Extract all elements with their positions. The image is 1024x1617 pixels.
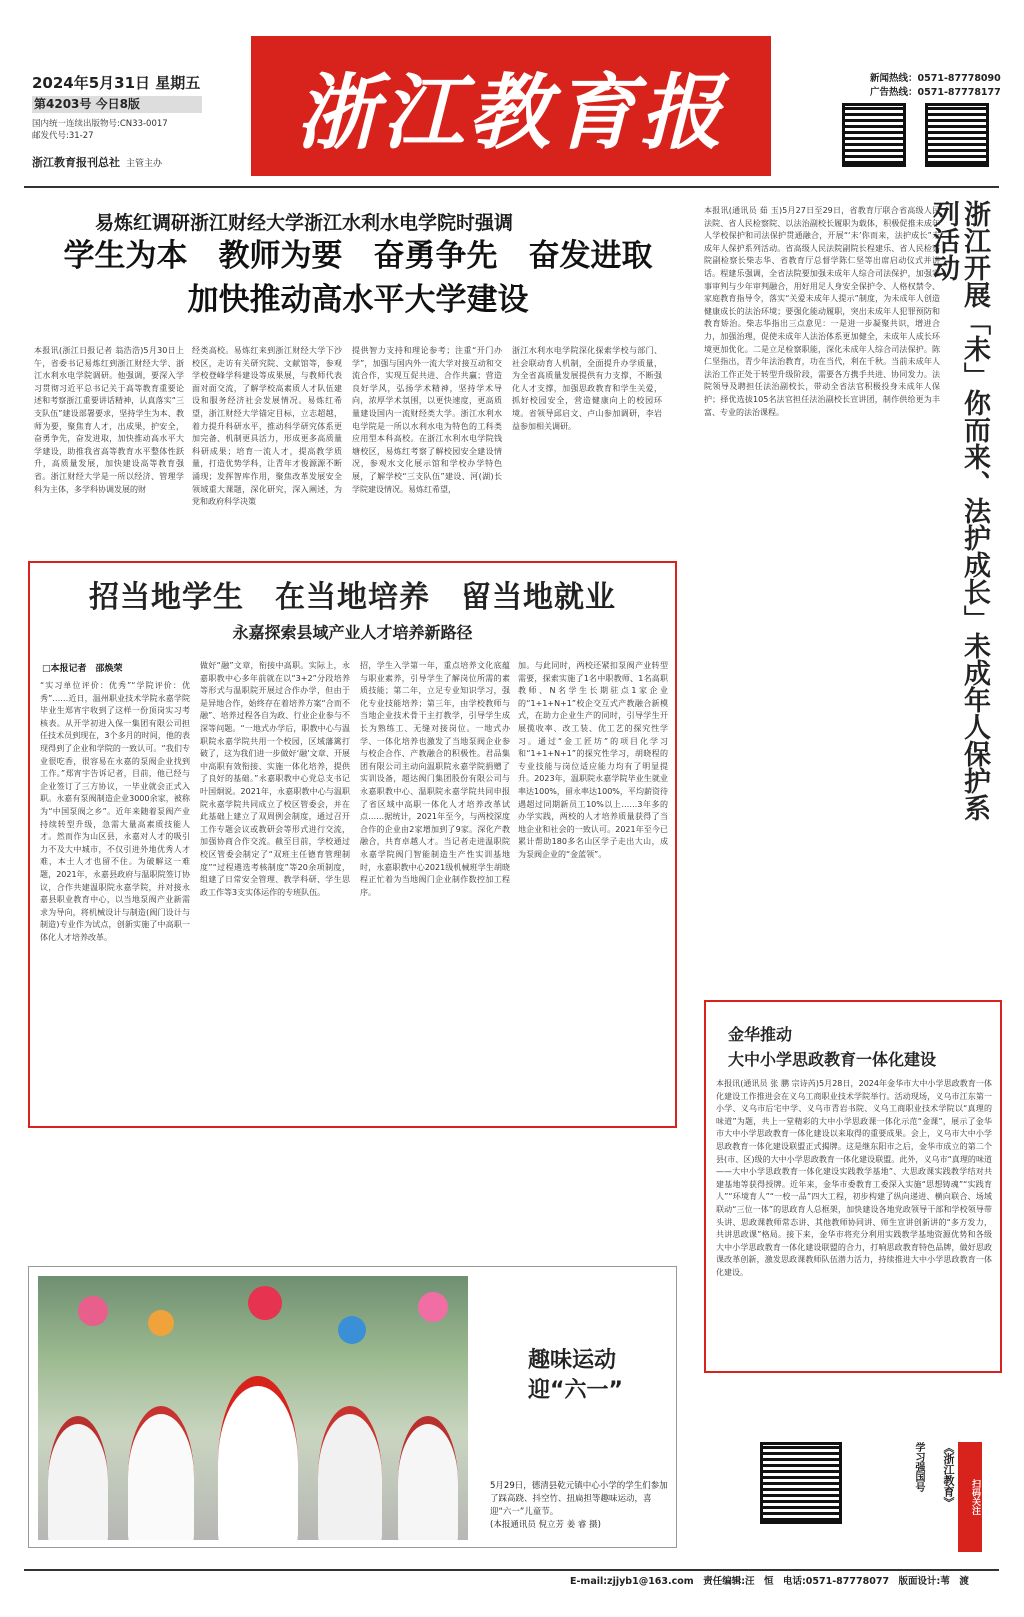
hotlines: [870, 72, 1001, 100]
pub-code-1: 国内统一连续出版物号:CN33-0017: [32, 119, 168, 129]
pub-code-2: 邮发代号:31-27: [32, 131, 94, 141]
story3-body: 本报讯(通讯员 茹 玉)5月27日至29日，省教育厅联合省高级人民法院、省人民检察院、以法治副校长履职为载体，积极促推未成年人学校保护和司法保护贯通融合，开展“‘未’你而来，法护成长”未成年人保护系列活动。省高级人民法院副院长程建乐、省人民检察院副检察长柴志华、省教育厅总督学陈仁坚等出席启动仪式并讲话。程建乐强调，全省法院要加强未成年人综合司法保护，加强家事审判与少年审判融合，用好用足人身安全保护令、人格权禁令、家庭教育指导令，落实“关爱未成年人提示”制度，为未成年人创造健康成长的法治环境；要强化能动履职，突出未成年人犯罪预防和教育矫治。柴志华指出三点意见：一是进一步凝聚共识，增进合力，加强治理，促使未成年人法治体系更加健全，未成年人成长环境更加优化。二是立足检察职能，深化未成年人综合司法保护。陈仁坚指出，青少年法治教育，功在当代，利在千秋。当前未成年人法治工作正处于转型升级阶段，需要各方携手共进、协同发力。法院领导及聘担任法治副校长，带动全省法官积极投身未成年人保护；择优选拔105名法官担任法治副校长宣讲团，制作供给更为丰富、专业的法治课程。: [704, 206, 940, 417]
publisher-note: 主管主办: [126, 159, 163, 169]
story2-subtitle: 永嘉探索县域产业人才培养新路径: [232, 623, 473, 642]
footer-info: E-mail:zjjyb1@163.com 责任编辑:汪 恒 电话:0571-87778077 版面设计:苇 渡: [570, 1576, 969, 1587]
photo-caption-text: 5月29日，德清县乾元镇中心小学的学生们参加了踩高跷、抖空竹、扭扁担等趣味运动，喜迎“六一”儿童节。: [490, 1481, 668, 1517]
publisher-name: 浙江教育报刊总社: [32, 156, 120, 169]
photo-title: [528, 1346, 623, 1406]
masthead: [251, 36, 771, 176]
footer-divider: [24, 1569, 999, 1571]
issue-number: 第4203号 今日8版: [32, 96, 202, 113]
qr-code-icon[interactable]: [925, 103, 989, 167]
issue-date: 2024年5月31日 星期五: [32, 74, 201, 92]
promo-account: 《浙江教育》: [942, 1442, 955, 1508]
story4-headline-line1: 金华推动: [728, 1025, 793, 1044]
photo-title-line2: 迎“六一”: [528, 1378, 623, 1403]
news-hotline: 新闻热线：0571-87778090: [870, 73, 1001, 84]
lead-headline: [28, 234, 688, 322]
lead-column-2: 经类高校。易炼红来到浙江财经大学下沙校区，走访有关研究院、文献馆等，参观学校登峰学科建设等成果展，与教师代表面对面交流，了解学校高素质人才队伍建设和服务经济社会发展情况。易炼红希望，浙江财经大学锚定目标，立志超越，着力提升科研水平，推动科学研究体系更加完备、机制更具活力，形成更多高质量科研成果；培育一流人才，提高教学质量，打造优势学科，让青年才俊源源不断涌现；发挥智库作用，聚焦改革发展安全领域重大课题，深化研究，深入阐述，为党和政府科学决策: [192, 346, 342, 507]
photo-caption: [490, 1480, 668, 1532]
promo-slogan: 学习强国号: [913, 1442, 924, 1492]
photo-credit: (本报通讯员 倪立芳 姜 睿 摄): [490, 1520, 601, 1530]
story2-column-2: 做好“融”文章，衔接中高职。实际上，永嘉职教中心多年前就在以“3+2”分段培养等形式与温职院开展过合作办学，但由于是异地合作，始终存在着培养方案“合而不融”、培养过程各自为政、行业企业参与不深等问题。“一地式办学后，职教中心与温职院永嘉学院共用一个校园，区域藩篱打破了，这为我们进一步做好‘融’文章、开展中高职有效衔接、实施一体化培养，提供了良好的基础。”永嘉职教中心党总支书记叶国炯说。2021年，永嘉职教中心与温职院永嘉学院共同成立了校区管委会，并在此基础上建立了双周例会制度，通过召开工作专题会议或教研会等形式进行交流，加强协商合作交流。截至目前，学校通过校区管委会制定了“双班主任德育管理制度”“过程遴选考核制度”等20余项制度，组建了日常安全管理、教学科研、学生思政工作等3支实体运作的专班队伍。: [200, 661, 350, 897]
qr-code-icon[interactable]: [842, 103, 906, 167]
photo-title-line1: 趣味运动: [528, 1348, 617, 1373]
lead-headline-line2: 加快推动高水平大学建设: [187, 282, 529, 318]
story3-vertical-headline: 浙江开展「未」你而来、法护成长」未成年人保护系列活动: [928, 200, 990, 821]
story4-headline-line2: 大中小学思政教育一体化建设: [728, 1050, 937, 1069]
lead-column-3: 提供智力支持和理论参考；注重“开门办学”，加强与国内外一流大学对接互动和交流合作，实现互促共进、合作共赢；营造良好学风，弘扬学术精神，坚持学术导向，浓厚学术氛围，以更快速度，更高质量建设国内一流财经类大学。浙江水利水电学院是一所以水利水电为特色的工科类应用型本科高校。在浙江水利水电学院钱塘校区，易炼红考察了解校园安全建设情况，参观水文化展示馆和学校办学特色展，了解学校“三支队伍”建设、河(湖)长学院建设情况。易炼红希望，: [352, 346, 502, 494]
masthead-title: 浙江教育报: [296, 64, 726, 161]
scan-follow-tag: 扫码关注: [958, 1442, 982, 1552]
publication-codes: [32, 118, 168, 142]
story2-column-4: 加。与此同时，两校还紧扣泵阀产业转型需要，探索实施了1名中职教师、1名高职教师、N名学生长期驻点1家企业的“1+1+N+1”校企交互式产教融合新模式，在助力企业生产的同时，引导学生开展揽收率、改工装、优工艺的探究性学习。通过“金工匠坊”的项目化学习和“1+1+N+1”的探究性学习，胡晓程的专业技能与岗位适应能力均有了明显提升。2023年，温职院永嘉学院毕业生就业率达100%，留永率达100%，平均薪资待遇超过同期新员工10%以上……3年多的办学实践，两校的人才培养质量获得了当地企业和社会的一致认可。2021年至今已累计帮助180多名山区学子走出大山，成为泵阀企业的“金蓝领”。: [518, 661, 668, 859]
header-divider: [24, 186, 999, 188]
lead-column-1: 本报讯(浙江日报记者 翁浩浩)5月30日上午，省委书记易炼红到浙江财经大学、浙江水利水电学院调研。他强调，要深入学习贯彻习近平总书记关于高等教育重要论述和考察浙江重要讲话精神，认真落实“三支队伍”建设部署要求，坚持学生为本、教师为要，聚焦育人才，出成果，护安全，奋勇争先，奋发进取，加快推动高水平大学建设，助推我省高等教育水平整体性跃升，高质量发展，加快建设高等教育强省。浙江财经大学是一所以经济、管理学科为主体，多学科协调发展的财: [34, 346, 184, 494]
story4-body: 本报讯(通讯员 张 鹏 宗诗芮)5月28日，2024年金华市大中小学思政教育一体化建设工作推进会在义乌工商职业技术学院举行。活动现场，义乌市江东第一小学、义乌市后宅中学、义乌市青岩书院、义乌工商职业技术学院以“真理的味道”为题，共上一堂精彩的大中小学思政课一体化示范“金课”，展示了金华市大中小学思政教育一体化建设以来取得的重要成果。会上，义乌市大中小学思政教育一体化建设联盟正式揭牌。这是继东阳市之后，金华市成立的第二个县(市、区)级的大中小学思政教育一体化建设联盟。此外，义乌市“真理的味道——大中小学思政教育一体化建设实践教学基地”、大思政课实践教学结对共建基地等获得授牌。近年来，金华市委教育工委深入实施“思想铸魂”“实践育人”“环境育人”“一校一品”四大工程，初步构建了纵向递进、横向联合、场域联动“三位一体”的思政育人总框架，加快建设各地党政领导干部和学校领导带头讲、思政课教师常态讲、其他教师协同讲、师生宣讲创新讲的“多方发力，共讲思政课”格局。接下来，金华市将充分利用实践教学基地资源优势和各级大中小学思政教育一体化建设联盟的合力，打响思政教育特色品牌，做好思政课改革创新，激发思政课教师队伍潜力活力，持续推进大中小学思政教育一体化建设。: [716, 1079, 992, 1277]
publisher: [32, 154, 162, 170]
story2-column-1: “实习单位评价：优秀”“学院评价：优秀”……近日，温州职业技术学院永嘉学院毕业生郑宵宇收到了这样一份顶岗实习考核表。从开学初进入保一集团有限公司担任技术员到现在，3个多月的时间，他的表现得到了企业和学院的一致认可。“我们专业很吃香，很容易在永嘉的泵阀企业找到工作。”郑宵宇告诉记者，目前，他已经与企业签订了三方协议，一毕业就会正式入职。永嘉有泵阀制造企业3000余家，被称为“中国泵阀之乡”。近年来随着泵阀产业持续转型升级，急需大量高素质技能人才。然而作为山区县，永嘉对人才的吸引力不及大中城市，不仅引进外地优秀人才难，本土人才也留不住。为破解这一难题，2021年，永嘉县政府与温职院签订协议，合作共建温职院永嘉学院，并对接永嘉县职业教育中心，以当地泵阀产业新需求为导向，将机械设计与制造(阀门设计与制造)专业作为试点，创新实施了中高职一体化人才培养改革。: [40, 681, 190, 942]
children-sports-photo: [38, 1276, 468, 1540]
qr-code-icon[interactable]: [760, 1442, 842, 1524]
ad-hotline: 广告热线：0571-87778177: [870, 87, 1001, 98]
story2-byline: □本报记者 邵焕荣: [42, 664, 123, 674]
story2-headline: 招当地学生 在当地培养 留当地就业: [89, 580, 616, 615]
lead-headline-line1: 学生为本 教师为要 奋勇争先 奋发进取: [63, 238, 653, 274]
lead-subtitle: 易炼红调研浙江财经大学浙江水利水电学院时强调: [95, 212, 514, 234]
story2-column-3: 招，学生入学第一年，重点培养文化底蕴与职业素养，引导学生了解岗位所需的素质技能；第二年，立足专业知识学习，强化专业技能培养；第三年，由学校教师与当地企业技术骨干主打教学，引导学生成长为熟练工、无缝对接岗位。一地式办学、一体化培养也激发了当地泵阀企业参与校企合作、产教融合的积极性。君品集团有限公司主动向温职院永嘉学院捐赠了实训设备，超达阀门集团股份有限公司与永嘉职教中心、温职院永嘉学院共同申报了省区域中高职一体化人才培养改革试点……据统计，2021年至今，与两校深度合作的企业由2家增加到了9家。深化产教融合，共育卓越人才。当记者走进温职院永嘉学院阀门智能制造生产性实训基地时，永嘉职教中心2021级机械班学生胡晓程正忙着为当地阀门企业制作数控加工程序。: [360, 661, 510, 897]
lead-column-4: 浙江水利水电学院深化探索学校与部门、社会联动育人机制，全面提升办学质量，为全省高质量发展提供有力支撑，不断强化人才支撑，加强思政教育和学生关爱，抓好校园安全，营造健康向上的校园环境。省领导邱启文、卢山参加调研，李岩益参加相关调研。: [512, 346, 662, 431]
